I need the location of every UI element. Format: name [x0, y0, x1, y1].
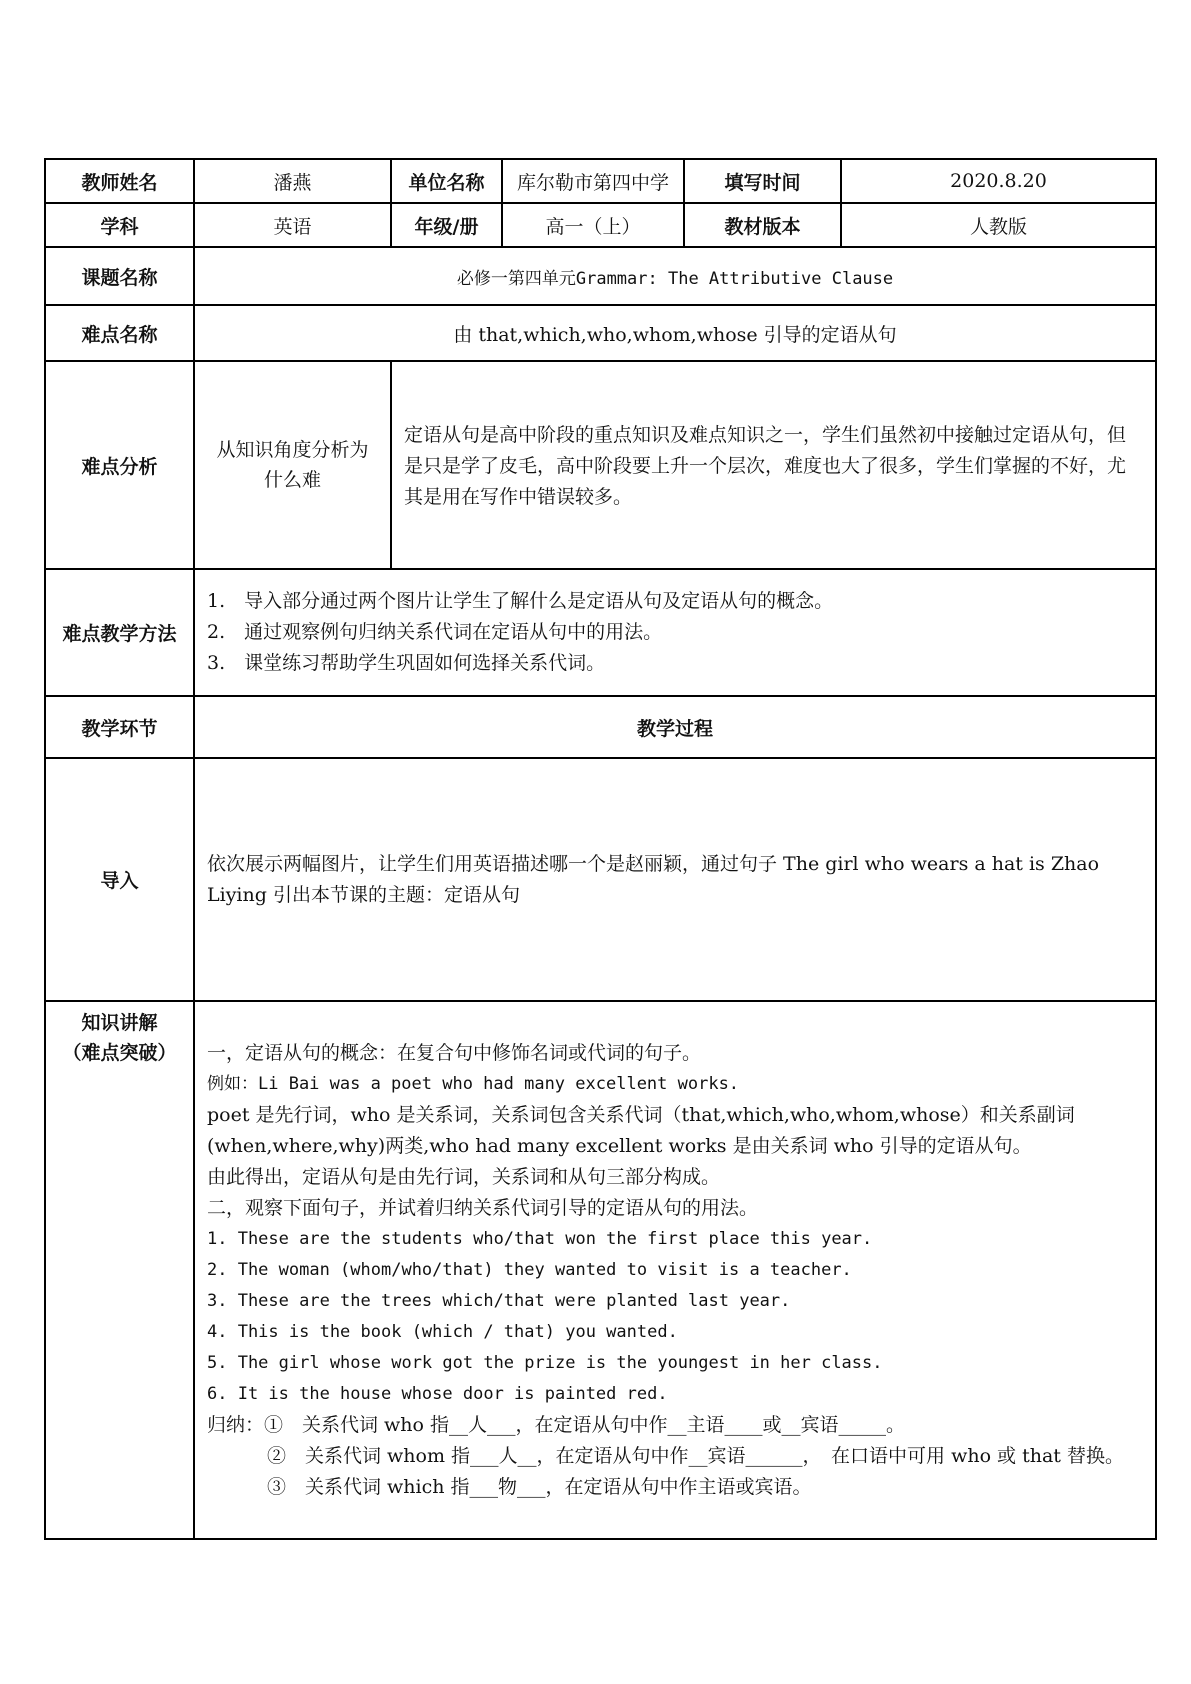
- topic-row: [45, 247, 1156, 305]
- method-label: 难点教学方法: [45, 569, 194, 696]
- edition-label: 教材版本: [684, 203, 841, 247]
- example-sentence: 2. The woman (whom/who/that) they wanted to visit is a teacher.: [207, 1260, 852, 1280]
- grade-value: 高一（上）: [502, 203, 684, 247]
- teacher-value: 潘燕: [194, 159, 391, 203]
- method-row: [45, 569, 1156, 696]
- method-item: 2. 通过观察例句归纳关系代词在定语从句中的用法。: [207, 621, 663, 643]
- process-header-row: [45, 696, 1156, 758]
- summary-line: ③ 关系代词 which 指___物___，在定语从句中作主语或宾语。: [267, 1476, 812, 1498]
- intro-label: 导入: [45, 758, 194, 1001]
- process-label: 教学过程: [194, 696, 1156, 758]
- analysis-text: 定语从句是高中阶段的重点知识及难点知识之一，学生们虽然初中接触过定语从句，但是只是学了皮毛，高中阶段要上升一个层次，难度也大了很多，学生们掌握的不好，尤其是用在写作中错误较多。: [391, 361, 1156, 569]
- date-label: 填写时间: [684, 159, 841, 203]
- analysis-label: 难点分析: [45, 361, 194, 569]
- subject-value: 英语: [194, 203, 391, 247]
- info-row-1: [45, 159, 1156, 203]
- difficulty-row: [45, 305, 1156, 361]
- method-list: [194, 569, 1156, 696]
- intro-row: [45, 758, 1156, 1001]
- knowledge-line: 例如：Li Bai was a poet who had many excellent works.: [207, 1074, 740, 1094]
- unit-label: 单位名称: [391, 159, 502, 203]
- knowledge-line: 二，观察下面句子，并试着归纳关系代词引导的定语从句的用法。: [207, 1197, 759, 1219]
- summary-line: 归纳：① 关系代词 who 指__人___，在定语从句中作__主语____或__宾语_____。: [207, 1414, 906, 1436]
- example-sentence: 6. It is the house whose door is painted red.: [207, 1384, 668, 1404]
- summary-line: ② 关系代词 whom 指___人__，在定语从句中作__宾语______， 在口语中可用 who 或 that 替换。: [267, 1445, 1124, 1467]
- knowledge-label-line2: （难点突破）: [62, 1042, 177, 1064]
- knowledge-row: [45, 1001, 1156, 1539]
- subject-label: 学科: [45, 203, 194, 247]
- example-sentence: 5. The girl whose work got the prize is the youngest in her class.: [207, 1353, 883, 1373]
- analysis-row: [45, 361, 1156, 569]
- lesson-plan-page: [44, 158, 1155, 1540]
- method-item: 1. 导入部分通过两个图片让学生了解什么是定语从句及定语从句的概念。: [207, 590, 834, 612]
- knowledge-label: [45, 1001, 194, 1539]
- topic-label: 课题名称: [45, 247, 194, 305]
- process-stage-label: 教学环节: [45, 696, 194, 758]
- knowledge-line: poet 是先行词，who 是关系词，关系词包含关系代词（that,which,who,whom,whose）和关系副词(when,where,why)两类,who had many excellent works 是由关系词 who 引导的定语从句。: [207, 1104, 1075, 1157]
- info-row-2: [45, 203, 1156, 247]
- date-value: 2020.8.20: [841, 159, 1156, 203]
- method-item: 3. 课堂练习帮助学生巩固如何选择关系代词。: [207, 652, 606, 674]
- difficulty-label: 难点名称: [45, 305, 194, 361]
- example-sentence: 3. These are the trees which/that were planted last year.: [207, 1291, 791, 1311]
- grade-label: 年级/册: [391, 203, 502, 247]
- unit-value: 库尔勒市第四中学: [502, 159, 684, 203]
- edition-value: 人教版: [841, 203, 1156, 247]
- teacher-label: 教师姓名: [45, 159, 194, 203]
- topic-value: 必修一第四单元Grammar: The Attributive Clause: [194, 247, 1156, 305]
- analysis-sub-label: 从知识角度分析为什么难: [194, 361, 391, 569]
- example-sentence: 4. This is the book (which / that) you wanted.: [207, 1322, 678, 1342]
- lesson-plan-table: [44, 158, 1157, 1540]
- knowledge-content: [194, 1001, 1156, 1539]
- example-sentence: 1. These are the students who/that won the first place this year.: [207, 1229, 873, 1249]
- knowledge-line: 由此得出，定语从句是由先行词，关系词和从句三部分构成。: [207, 1166, 721, 1188]
- intro-text: 依次展示两幅图片，让学生们用英语描述哪一个是赵丽颖，通过句子 The girl who wears a hat is Zhao Liying 引出本节课的主题：定语从句: [194, 758, 1156, 1001]
- difficulty-value: 由 that,which,who,whom,whose 引导的定语从句: [194, 305, 1156, 361]
- knowledge-label-line1: 知识讲解: [81, 1012, 158, 1034]
- knowledge-line: 一，定语从句的概念：在复合句中修饰名词或代词的句子。: [207, 1042, 702, 1064]
